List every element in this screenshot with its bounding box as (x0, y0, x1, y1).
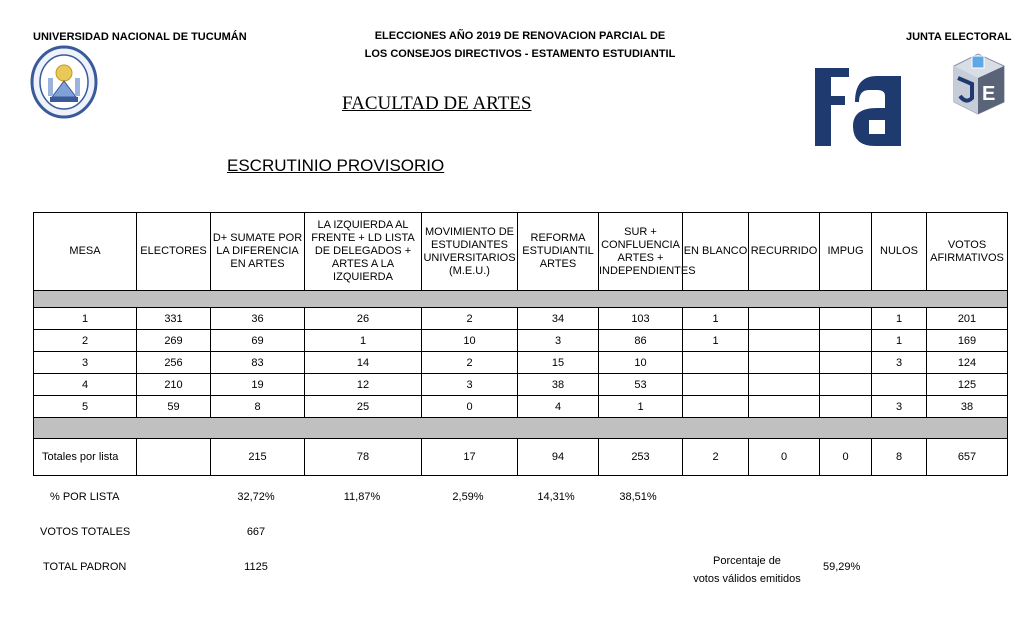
column-header: NULOS (872, 213, 927, 291)
table-cell: 331 (137, 308, 211, 330)
separator-cell (34, 418, 1008, 439)
table-cell: 3 (518, 330, 599, 352)
table-cell: 25 (305, 396, 422, 418)
separator-row (34, 291, 1008, 308)
column-header: D+ SUMATE POR LA DIFERENCIA EN ARTES (211, 213, 305, 291)
table-cell: 125 (927, 374, 1008, 396)
pct-value: 11,87% (343, 491, 381, 503)
table-row (34, 308, 1008, 330)
table-cell: 1 (599, 396, 683, 418)
table-cell (749, 352, 820, 374)
separator-row (34, 418, 1008, 439)
total-padron-value: 1125 (244, 561, 268, 573)
table-row (34, 330, 1008, 352)
table-cell: 19 (211, 374, 305, 396)
table-cell: 14 (305, 352, 422, 374)
svg-text:E: E (982, 83, 996, 105)
porcentaje-label-line1: Porcentaje de (713, 555, 781, 567)
table-cell: 10 (422, 330, 518, 352)
votos-totales-label: VOTOS TOTALES (40, 526, 131, 538)
table-cell: 17 (422, 439, 518, 476)
table-cell: 2 (683, 439, 749, 476)
junta-electoral-logo-icon (948, 48, 1008, 116)
fa-logo-icon (815, 68, 903, 146)
table-cell: 78 (305, 439, 422, 476)
election-title-line1: ELECCIONES AÑO 2019 DE RENOVACION PARCIAL DE (374, 30, 666, 42)
table-cell: 2 (422, 308, 518, 330)
table-cell (820, 330, 872, 352)
column-header: REFORMA ESTUDIANTIL ARTES (518, 213, 599, 291)
table-cell: 103 (599, 308, 683, 330)
table-cell: 4 (34, 374, 137, 396)
separator-cell (34, 291, 1008, 308)
totals-row (34, 439, 1008, 476)
table-cell: 1 (34, 308, 137, 330)
university-name: UNIVERSIDAD NACIONAL DE TUCUMÁN (33, 31, 247, 43)
pct-value: 2,59% (452, 491, 484, 503)
table-cell: 169 (927, 330, 1008, 352)
table-cell: 2 (34, 330, 137, 352)
table-cell: 2 (422, 352, 518, 374)
table-cell: 3 (872, 396, 927, 418)
table-cell: 10 (599, 352, 683, 374)
pct-por-lista-label: % POR LISTA (50, 491, 120, 503)
table-cell (749, 308, 820, 330)
table-cell: 4 (518, 396, 599, 418)
table-cell: 3 (872, 352, 927, 374)
table-cell: 256 (137, 352, 211, 374)
table-cell: 5 (34, 396, 137, 418)
table-row (34, 396, 1008, 418)
column-header: SUR + CONFLUENCIA ARTES + INDEPENDIENTES (599, 213, 683, 291)
table-cell (683, 352, 749, 374)
porcentaje-label-line2: votos válidos emitidos (693, 573, 801, 585)
table-cell: 94 (518, 439, 599, 476)
column-header: MESA (34, 213, 137, 291)
table-cell: 26 (305, 308, 422, 330)
table-cell (749, 396, 820, 418)
column-header: EN BLANCO (683, 213, 749, 291)
results-table (33, 212, 1008, 476)
table-cell: Totales por lista (34, 439, 137, 476)
votos-totales-value: 667 (246, 526, 266, 538)
table-header-row (34, 213, 1008, 291)
total-padron-label: TOTAL PADRON (43, 561, 127, 573)
university-seal-icon (30, 45, 98, 119)
table-cell: 0 (749, 439, 820, 476)
election-title-line2: LOS CONSEJOS DIRECTIVOS - ESTAMENTO ESTUDIANTIL (364, 48, 676, 60)
table-cell (820, 396, 872, 418)
table-cell: 86 (599, 330, 683, 352)
table-cell: 53 (599, 374, 683, 396)
table-cell: 215 (211, 439, 305, 476)
table-cell: 8 (211, 396, 305, 418)
table-row (34, 352, 1008, 374)
table-cell (137, 439, 211, 476)
table-cell (820, 374, 872, 396)
porcentaje-validos-label (672, 552, 822, 588)
table-cell: 69 (211, 330, 305, 352)
table-cell (749, 330, 820, 352)
table-cell: 201 (927, 308, 1008, 330)
table-cell (683, 374, 749, 396)
table-cell: 1 (683, 308, 749, 330)
table-cell: 269 (137, 330, 211, 352)
scrutiny-title: ESCRUTINIO PROVISORIO (227, 156, 445, 175)
table-cell: 15 (518, 352, 599, 374)
table-row (34, 374, 1008, 396)
column-header: RECURRIDO (749, 213, 820, 291)
table-cell: 12 (305, 374, 422, 396)
table-cell: 38 (518, 374, 599, 396)
table-cell: 3 (422, 374, 518, 396)
table-cell: 83 (211, 352, 305, 374)
table-cell: 0 (820, 439, 872, 476)
pct-value: 38,51% (619, 491, 657, 503)
table-cell: 34 (518, 308, 599, 330)
column-header: IMPUG (820, 213, 872, 291)
table-cell: 1 (872, 330, 927, 352)
column-header: VOTOS AFIRMATIVOS (927, 213, 1008, 291)
table-cell (820, 308, 872, 330)
table-cell: 124 (927, 352, 1008, 374)
table-cell: 0 (422, 396, 518, 418)
table-cell: 253 (599, 439, 683, 476)
pct-value: 32,72% (237, 491, 275, 503)
table-cell: 38 (927, 396, 1008, 418)
column-header: LA IZQUIERDA AL FRENTE + LD LISTA DE DELEGADOS + ARTES A LA IZQUIERDA (305, 213, 422, 291)
column-header: ELECTORES (137, 213, 211, 291)
junta-electoral-label: JUNTA ELECTORAL (906, 31, 1012, 43)
table-cell: 1 (683, 330, 749, 352)
table-cell: 8 (872, 439, 927, 476)
election-title (340, 27, 700, 63)
table-cell (749, 374, 820, 396)
porcentaje-validos-value: 59,29% (823, 561, 861, 573)
table-cell: 657 (927, 439, 1008, 476)
table-cell (820, 352, 872, 374)
table-cell: 210 (137, 374, 211, 396)
column-header: MOVIMIENTO DE ESTUDIANTES UNIVERSITARIOS (M.E.U.) (422, 213, 518, 291)
table-cell (683, 396, 749, 418)
table-cell: 1 (305, 330, 422, 352)
table-cell (872, 374, 927, 396)
pct-value: 14,31% (537, 491, 575, 503)
table-cell: 59 (137, 396, 211, 418)
table-cell: 1 (872, 308, 927, 330)
table-cell: 36 (211, 308, 305, 330)
table-cell: 3 (34, 352, 137, 374)
faculty-title: FACULTAD DE ARTES (342, 93, 532, 114)
